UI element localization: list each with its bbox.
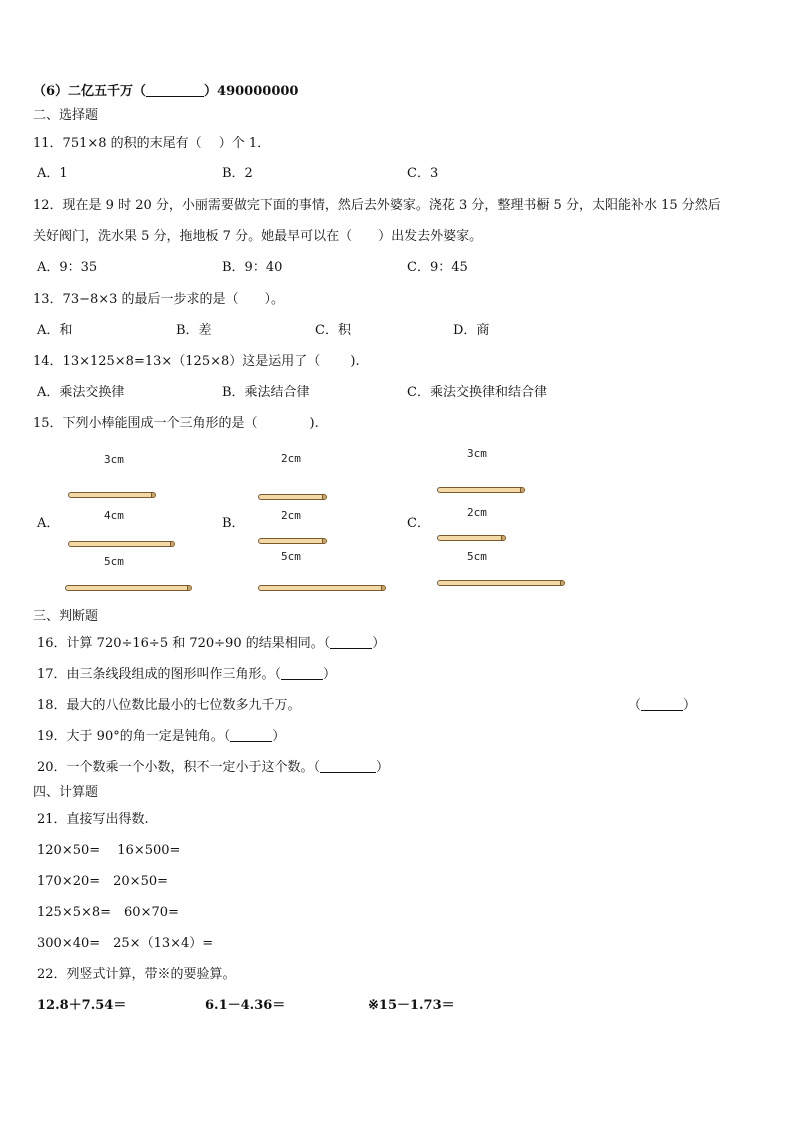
- stick: [437, 580, 565, 586]
- answer-blank[interactable]: [146, 84, 204, 97]
- stick: [258, 494, 327, 500]
- option-b[interactable]: B．乘法结合律: [222, 385, 310, 400]
- option-a[interactable]: A．1: [37, 166, 68, 181]
- question-16: 16．计算 720÷16÷5 和 720÷90 的结果相同。（ ）: [37, 636, 386, 651]
- stick: [258, 585, 386, 591]
- calc-row: 170×20= 20×50=: [37, 874, 169, 889]
- answer-blank[interactable]: [320, 760, 376, 773]
- question-22: 22．列竖式计算，带※的要验算。: [37, 967, 236, 982]
- stick: [437, 487, 525, 493]
- question-20: 20．一个数乘一个小数，积不一定小于这个数。（ ）: [37, 760, 390, 775]
- option-b[interactable]: B．差: [176, 323, 212, 338]
- question-12-line2: 关好阀门，洗水果 5 分，拖地板 7 分。她最早可以在（ ）出发去外婆家。: [33, 229, 483, 244]
- answer-blank[interactable]: [230, 729, 272, 742]
- stick: [68, 541, 175, 547]
- option-c[interactable]: C．9：45: [407, 260, 468, 275]
- stick-length-label: 2cm: [281, 452, 301, 465]
- question-15: 15．下列小棒能围成一个三角形的是（ ).: [33, 416, 319, 431]
- calc-row: 120×50= 16×500=: [37, 843, 181, 858]
- stick-length-label: 5cm: [104, 555, 124, 568]
- stick: [258, 538, 327, 544]
- q6-line: （6）二亿五千万（ ）490000000: [33, 84, 299, 99]
- question-18: 18．最大的八位数比最小的七位数多九千万。: [37, 698, 301, 713]
- section-title-choice: 二、选择题: [33, 108, 99, 123]
- stick-length-label: 4cm: [104, 509, 124, 522]
- section-title-calc: 四、计算题: [33, 785, 99, 800]
- option-c[interactable]: C．: [407, 516, 430, 531]
- option-c[interactable]: C．乘法交换律和结合律: [407, 385, 547, 400]
- option-a[interactable]: A．乘法交换律: [37, 385, 125, 400]
- question-13: 13．73−8×3 的最后一步求的是（ ）。: [33, 292, 285, 307]
- stick: [68, 492, 156, 498]
- option-c[interactable]: C．积: [315, 323, 351, 338]
- stick-length-label: 5cm: [467, 550, 487, 563]
- question-14: 14．13×125×8=13×（125×8）这是运用了（ ).: [33, 354, 360, 369]
- stick-length-label: 2cm: [281, 509, 301, 522]
- question-12-line1: 12．现在是 9 时 20 分，小丽需要做完下面的事情，然后去外婆家。浇花 3 分，整理书橱 5 分，太阳能补水 15 分然后: [33, 198, 721, 213]
- calc-row: 125×5×8= 60×70=: [37, 905, 179, 920]
- option-c[interactable]: C．3: [407, 166, 439, 181]
- option-b[interactable]: B．9：40: [222, 260, 283, 275]
- option-b[interactable]: B．: [222, 516, 245, 531]
- stick-length-label: 2cm: [467, 506, 487, 519]
- question-17: 17．由三条线段组成的图形叫作三角形。（ ）: [37, 667, 337, 682]
- option-a[interactable]: A．和: [37, 323, 73, 338]
- question-18-answer: （ ）: [628, 698, 697, 713]
- question-21: 21．直接写出得数.: [37, 812, 149, 827]
- stick: [437, 535, 506, 541]
- answer-blank[interactable]: [641, 698, 683, 711]
- calc-row: 300×40= 25×（13×4）=: [37, 936, 214, 951]
- vertical-calc-3: ※15－1.73＝: [368, 998, 455, 1013]
- stick-length-label: 5cm: [281, 550, 301, 563]
- stick-length-label: 3cm: [467, 447, 487, 460]
- vertical-calc-1: 12.8＋7.54＝: [37, 998, 127, 1013]
- option-d[interactable]: D．商: [453, 323, 490, 338]
- vertical-calc-2: 6.1－4.36＝: [205, 998, 286, 1013]
- answer-blank[interactable]: [281, 667, 323, 680]
- section-title-judge: 三、判断题: [33, 609, 99, 624]
- stick: [65, 585, 192, 591]
- answer-blank[interactable]: [330, 636, 372, 649]
- question-11: 11．751×8 的积的末尾有（ ）个 1．: [33, 136, 271, 151]
- option-a[interactable]: A．9：35: [37, 260, 98, 275]
- stick-length-label: 3cm: [104, 453, 124, 466]
- question-19: 19．大于 90°的角一定是钝角。（ ）: [37, 729, 286, 744]
- option-a[interactable]: A．: [37, 516, 60, 531]
- option-b[interactable]: B．2: [222, 166, 253, 181]
